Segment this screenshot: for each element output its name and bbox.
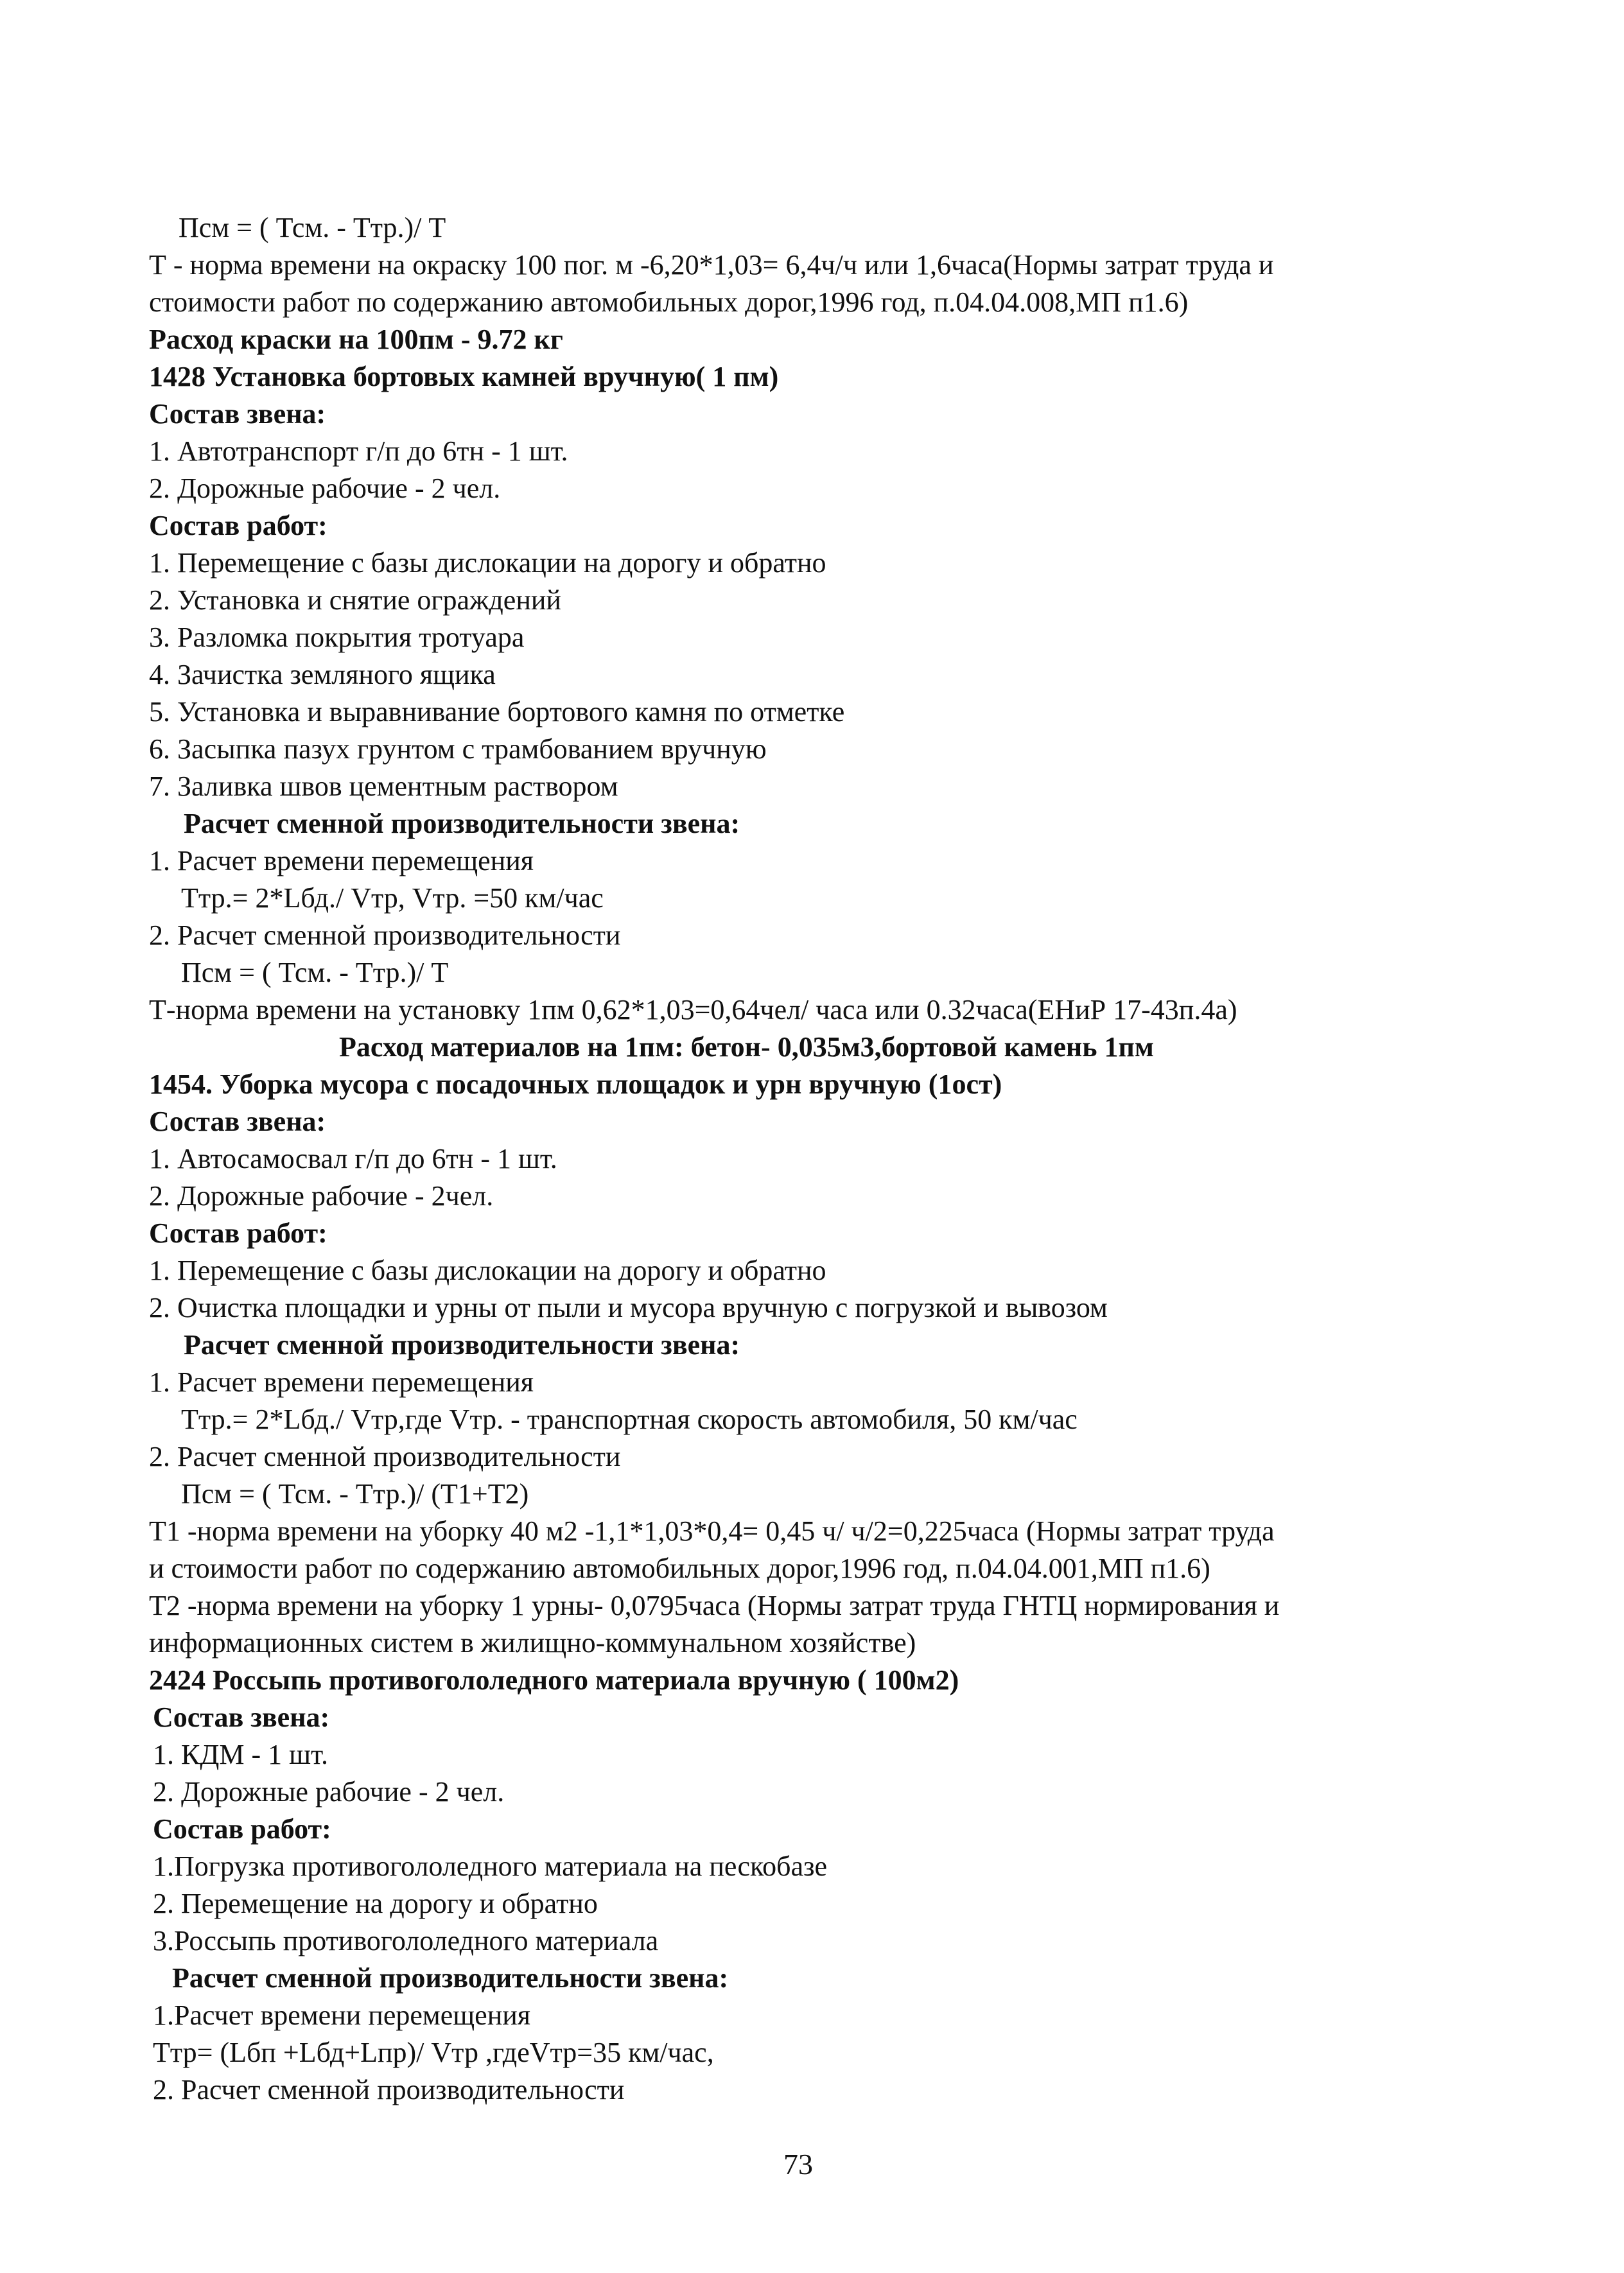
text-line: стоимости работ по содержанию автомобильных дорог,1996 год, п.04.04.008,МП п1.6) — [149, 286, 1189, 318]
text-line: информационных систем в жилищно-коммунальном хозяйстве) — [149, 1627, 916, 1659]
text-line: 1. Автотранспорт г/п до 6тн - 1 шт. — [149, 435, 568, 467]
heading-line: Состав звена: — [149, 398, 326, 430]
text-line: и стоимости работ по содержанию автомобильных дорог,1996 год, п.04.04.001,МП п1.6) — [149, 1553, 1210, 1584]
heading-line: Расход краски на 100пм - 9.72 кг — [149, 324, 563, 355]
text-line: Ттр.= 2*Lбд./ Vтр,где Vтр. - транспортная скорость автомобиля, 50 км/час — [181, 1404, 1078, 1435]
text-line: 2. Расчет сменной производительности — [153, 2074, 625, 2105]
text-line: 5. Установка и выравнивание бортового камня по отметке — [149, 696, 845, 727]
heading-line: 2424 Россыпь противогололедного материала вручную ( 100м2) — [149, 1664, 959, 1696]
heading-line: Состав работ: — [149, 510, 327, 541]
heading-line: 1454. Уборка мусора с посадочных площадок и урн вручную (1ост) — [149, 1068, 1002, 1100]
heading-line: Расход материалов на 1пм: бетон- 0,035м3,бортовой камень 1пм — [339, 1031, 1154, 1063]
text-line: 7. Заливка швов цементным раствором — [149, 771, 618, 802]
text-line: Т2 -норма времени на уборку 1 урны- 0,0795часа (Нормы затрат труда ГНТЦ нормирования и — [149, 1590, 1280, 1621]
text-line: 2. Расчет сменной производительности — [149, 1441, 621, 1472]
text-line: Псм = ( Тсм. - Ттр.)/ Т — [181, 957, 449, 988]
text-line: Псм = ( Тсм. - Ттр.)/ (Т1+Т2) — [181, 1478, 529, 1510]
text-line: 4. Зачистка земляного ящика — [149, 659, 496, 690]
heading-line: Состав работ: — [149, 1217, 327, 1249]
heading-line: Состав звена: — [153, 1702, 330, 1733]
text-line: Т-норма времени на установку 1пм 0,62*1,03=0,64чел/ часа или 0.32часа(ЕНиР 17-43п.4а) — [149, 994, 1237, 1025]
text-line: 6. Засыпка пазух грунтом с трамбованием вручную — [149, 733, 767, 765]
text-line: 3. Разломка покрытия тротуара — [149, 622, 525, 653]
text-line: Ттр= (Lбп +Lбд+Lпр)/ Vтр ,гдеVтр=35 км/час, — [153, 2037, 714, 2068]
text-line: 1. КДМ - 1 шт. — [153, 1739, 328, 1770]
heading-line: 1428 Установка бортовых камней вручную( 1 пм) — [149, 361, 779, 392]
text-line: 2. Дорожные рабочие - 2 чел. — [149, 473, 501, 504]
text-line: 1. Перемещение с базы дислокации на дорогу и обратно — [149, 1255, 826, 1286]
heading-line: Состав работ: — [153, 1813, 331, 1845]
text-line: 1. Расчет времени перемещения — [149, 845, 534, 876]
heading-line: Расчет сменной производительности звена: — [172, 1962, 729, 1994]
text-line: Псм = ( Тсм. - Ттр.)/ Т — [179, 212, 446, 243]
text-line: 1. Автосамосвал г/п до 6тн - 1 шт. — [149, 1143, 557, 1174]
heading-line: Расчет сменной производительности звена: — [184, 1329, 740, 1361]
text-line: 1. Перемещение с базы дислокации на дорогу и обратно — [149, 547, 826, 579]
text-line: 2. Перемещение на дорогу и обратно — [153, 1888, 598, 1919]
text-line: Т - норма времени на окраску 100 пог. м -6,20*1,03= 6,4ч/ч или 1,6часа(Нормы затрат труда и — [149, 249, 1274, 281]
page-number: 73 — [783, 2148, 813, 2181]
text-line: 2. Дорожные рабочие - 2чел. — [149, 1180, 494, 1212]
text-line: Ттр.= 2*Lбд./ Vтр, Vтр. =50 км/час — [181, 882, 604, 914]
text-line: 2. Расчет сменной производительности — [149, 919, 621, 951]
text-line: Т1 -норма времени на уборку 40 м2 -1,1*1,03*0,4= 0,45 ч/ ч/2=0,225часа (Нормы затрат труда — [149, 1515, 1275, 1547]
text-line: 1. Расчет времени перемещения — [149, 1366, 534, 1398]
text-line: 2. Установка и снятие ограждений — [149, 584, 561, 616]
heading-line: Состав звена: — [149, 1106, 326, 1137]
text-line: 2. Дорожные рабочие - 2 чел. — [153, 1776, 505, 1807]
heading-line: Расчет сменной производительности звена: — [184, 808, 740, 839]
text-line: 2. Очистка площадки и урны от пыли и мусора вручную с погрузкой и вывозом — [149, 1292, 1108, 1323]
text-line: 1.Погрузка противогололедного материала на пескобазе — [153, 1851, 828, 1882]
text-line: 3.Россыпь противогололедного материала — [153, 1925, 659, 1956]
text-line: 1.Расчет времени перемещения — [153, 1999, 531, 2031]
